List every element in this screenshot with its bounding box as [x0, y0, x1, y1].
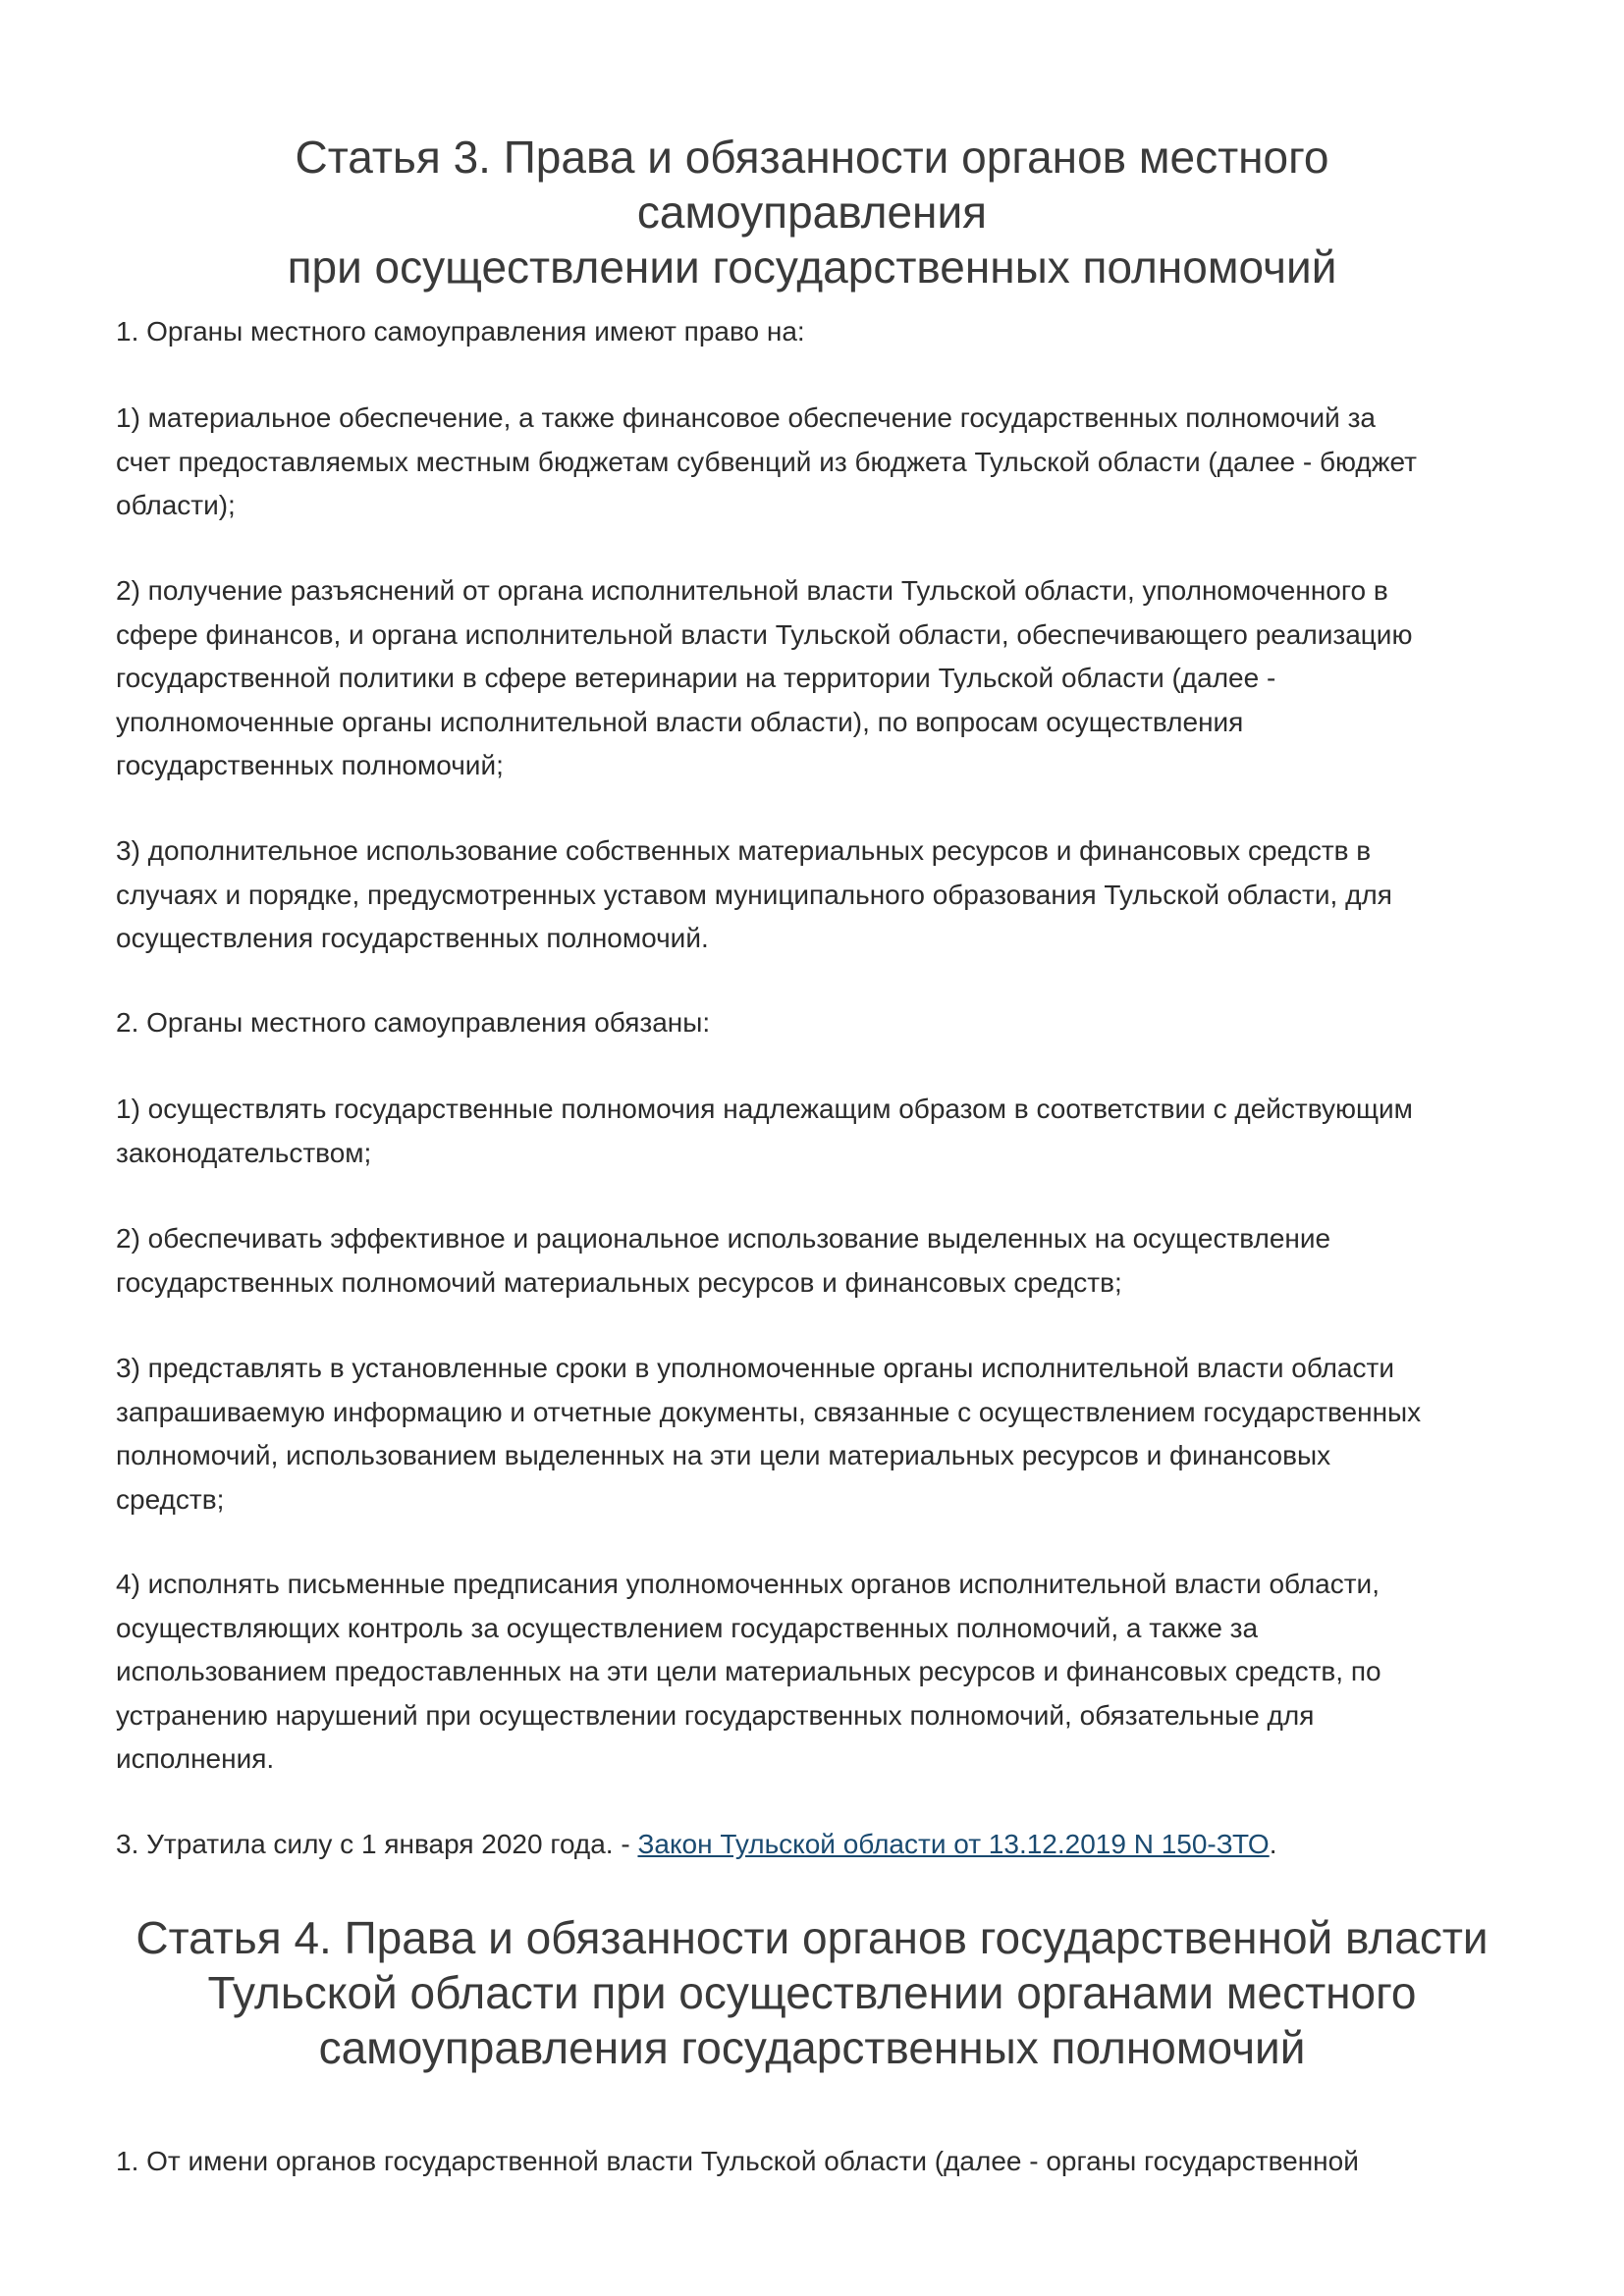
article-3-title-line-1: Статья 3. Права и обязанности органов местного самоуправления [295, 132, 1329, 238]
article-3-part-2-intro [116, 1001, 1530, 1045]
article-3-title-line-2: при осуществлении государственных полномочий [287, 241, 1337, 293]
text-line: области); [116, 490, 236, 520]
text-line: государственной политики в сфере ветеринарии на территории Тульской области (далее - [116, 663, 1276, 693]
article-4-part-1 [116, 2140, 1530, 2184]
text-line: случаях и порядке, предусмотренных уставом муниципального образования Тульской области, для [116, 879, 1392, 910]
text-line: использованием предоставленных на эти цели материальных ресурсов и финансовых средств, по [116, 1656, 1381, 1686]
text-line: средств; [116, 1483, 225, 1515]
article-4-title-line-3: самоуправления государственных полномочий [318, 2022, 1306, 2073]
text-line: осуществления государственных полномочий. [116, 923, 709, 953]
text-line: 1) осуществлять государственные полномочия надлежащим образом в соответствии с действующим [116, 1094, 1413, 1124]
article-3-part-1-item-3 [116, 829, 1530, 961]
article-4-title-line-1: Статья 4. Права и обязанности органов государственной власти [135, 1912, 1489, 1963]
text-line: счет предоставляемых местным бюджетам субвенций из бюджета Тульской области (далее - бюджет [116, 446, 1417, 477]
text-line: 2) обеспечивать эффективное и рациональное использование выделенных на осуществление [116, 1223, 1331, 1254]
article-3-part-1-intro [116, 310, 1530, 354]
article-3-part-1-item-1 [116, 397, 1530, 528]
article-3-part-2-item-3 [116, 1347, 1530, 1522]
article-3-part-2-item-2 [116, 1217, 1530, 1305]
article-3-part-2-item-4 [116, 1563, 1530, 1782]
part-3-end: . [1269, 1829, 1277, 1859]
law-link[interactable]: Закон Тульской области от 13.12.2019 N 150-ЗТО [637, 1829, 1270, 1859]
text-line: 1. От имени органов государственной власти Тульской области (далее - органы государственной [116, 2146, 1359, 2176]
text-line: 1) материальное обеспечение, а также финансовое обеспечение государственных полномочий за [116, 402, 1376, 433]
article-3-part-1-item-2 [116, 569, 1530, 788]
article-3-part-2-item-1 [116, 1088, 1530, 1175]
text-line: 2. Органы местного самоуправления обязаны: [116, 1007, 711, 1038]
text-line: государственных полномочий материальных ресурсов и финансовых средств; [116, 1266, 1122, 1298]
article-3-title [118, 130, 1506, 294]
text-line: осуществляющих контроль за осуществлением государственных полномочий, а также за [116, 1612, 1259, 1643]
text-line: 3) дополнительное использование собственных материальных ресурсов и финансовых средств в [116, 835, 1372, 866]
text-line: 4) исполнять письменные предписания уполномоченных органов исполнительной власти области, [116, 1569, 1380, 1599]
article-4-title-line-2: Тульской области при осуществлении органами местного [207, 1967, 1417, 2018]
text-line: исполнения. [116, 1743, 275, 1774]
text-line: уполномоченные органы исполнительной власти области), по вопросам осуществления [116, 706, 1244, 737]
text-line: полномочий, использованием выделенных на эти цели материальных ресурсов и финансовых [116, 1440, 1331, 1470]
text-line: устранению нарушений при осуществлении государственных полномочий, обязательные для [116, 1699, 1315, 1731]
text-line: 2) получение разъяснений от органа исполнительной власти Тульской области, уполномоченного в [116, 575, 1388, 606]
text-line [116, 1823, 1530, 1867]
text-line: 1. Органы местного самоуправления имеют право на: [116, 316, 805, 347]
article-3-part-3 [116, 1823, 1530, 1867]
text-line: запрашиваемую информацию и отчетные документы, связанные с осуществлением государственных [116, 1396, 1422, 1427]
part-3-text: 3. Утратила силу с 1 января 2020 года. - [116, 1829, 638, 1859]
text-line: государственных полномочий; [116, 750, 504, 780]
text-line: 3) представлять в установленные сроки в уполномоченные органы исполнительной власти области [116, 1353, 1394, 1383]
text-line: законодательством; [116, 1137, 372, 1168]
text-line: сфере финансов, и органа исполнительной власти Тульской области, обеспечивающего реализацию [116, 618, 1413, 650]
article-4-title [118, 1910, 1506, 2075]
